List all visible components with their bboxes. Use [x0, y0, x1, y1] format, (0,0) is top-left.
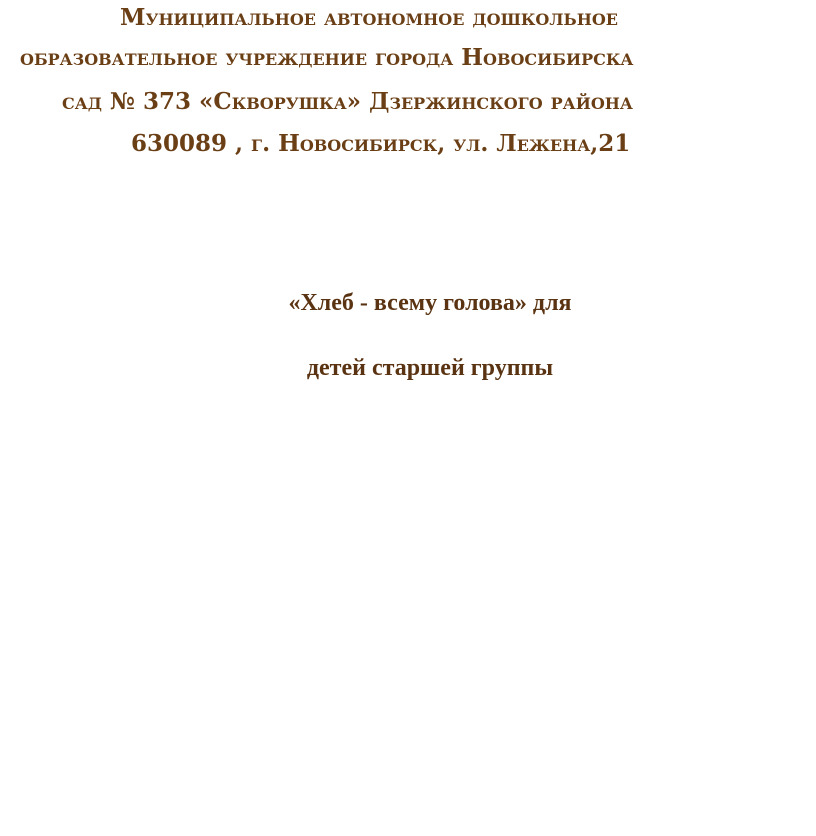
institution-address: 630089 , г. Новосибирск, ул. Лежена,21 [131, 130, 631, 157]
document-title-line-2: детей старшей группы [306, 355, 554, 381]
institution-name-line-3: сад № 373 «Скворушка» Дзержинского района [62, 88, 633, 115]
document-title-line-1: «Хлеб - всему голова» для [288, 290, 572, 316]
institution-name-line-1: Муниципальное автономное дошкольное [120, 4, 618, 31]
institution-name-line-2: образовательное учреждение города Новосибирска [20, 44, 634, 71]
